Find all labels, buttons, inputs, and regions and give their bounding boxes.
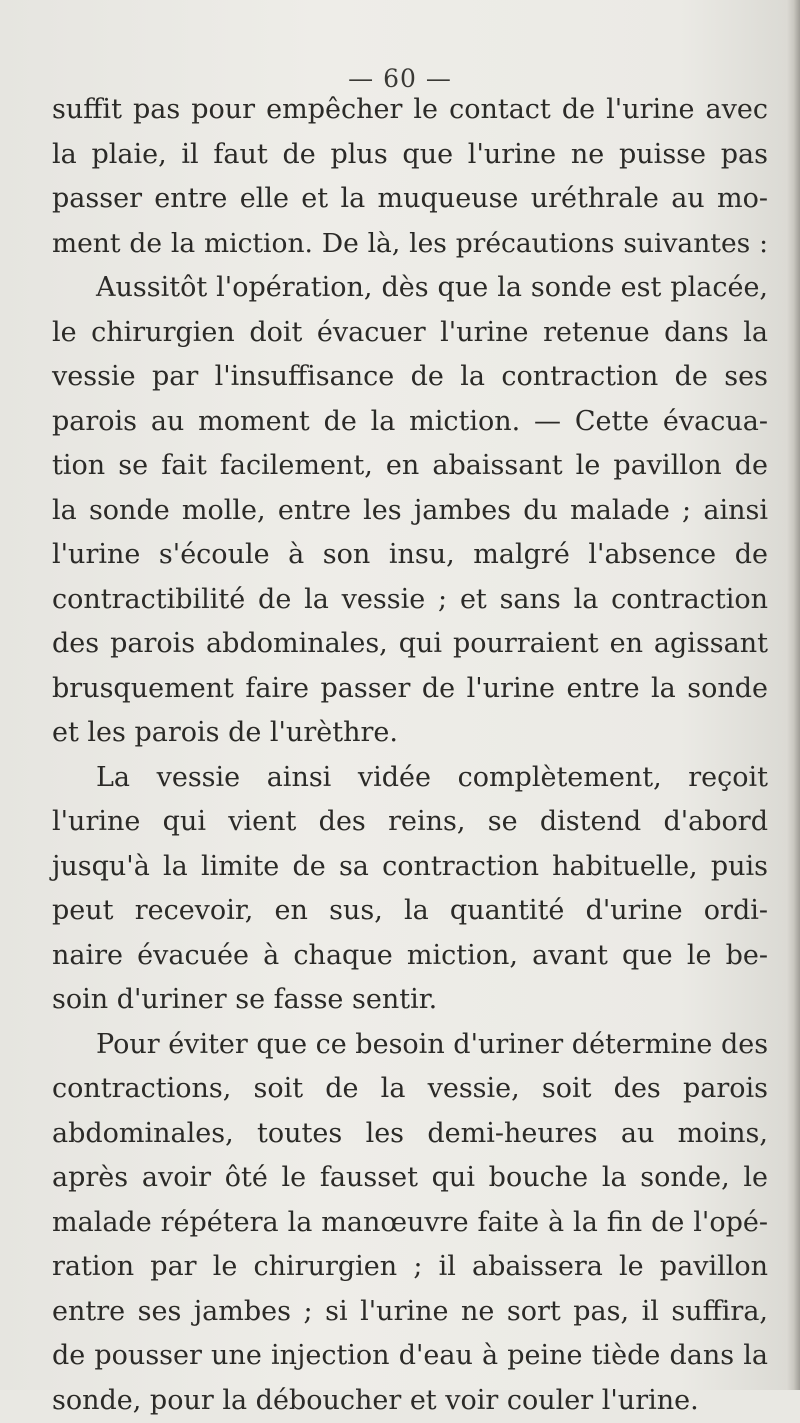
text-line: La vessie ainsi vidée complètement, reçoit [52, 756, 768, 801]
body-text [52, 88, 768, 1423]
text-line: entre ses jambes ; si l'urine ne sort pas, il suffira, [52, 1290, 768, 1335]
text-line: ment de la miction. De là, les précautions suivantes : [52, 222, 768, 267]
text-line: la plaie, il faut de plus que l'urine ne puisse pas [52, 133, 768, 178]
page-gutter-edge [786, 0, 800, 1390]
text-line: contractibilité de la vessie ; et sans la contraction [52, 578, 768, 623]
text-line: l'urine s'écoule à son insu, malgré l'absence de [52, 533, 768, 578]
text-line: le chirurgien doit évacuer l'urine retenue dans la [52, 311, 768, 356]
text-line: soin d'uriner se fasse sentir. [52, 978, 768, 1023]
text-line: ration par le chirurgien ; il abaissera le pavillon [52, 1245, 768, 1290]
text-line: passer entre elle et la muqueuse uréthrale au mo- [52, 177, 768, 222]
text-line: la sonde molle, entre les jambes du malade ; ainsi [52, 489, 768, 534]
text-line: peut recevoir, en sus, la quantité d'urine ordi- [52, 889, 768, 934]
text-line: contractions, soit de la vessie, soit des parois [52, 1067, 768, 1112]
text-line: tion se fait facilement, en abaissant le pavillon de [52, 444, 768, 489]
text-line: malade répétera la manœuvre faite à la fin de l'opé- [52, 1201, 768, 1246]
text-line: des parois abdominales, qui pourraient en agissant [52, 622, 768, 667]
text-line: jusqu'à la limite de sa contraction habituelle, puis [52, 845, 768, 890]
text-line: et les parois de l'urèthre. [52, 711, 768, 756]
text-line: sonde, pour la déboucher et voir couler l'urine. [52, 1379, 768, 1423]
text-line: brusquement faire passer de l'urine entre la sonde [52, 667, 768, 712]
text-line: Pour éviter que ce besoin d'uriner détermine des [52, 1023, 768, 1068]
text-line: Aussitôt l'opération, dès que la sonde est placée, [52, 266, 768, 311]
text-line: l'urine qui vient des reins, se distend d'abord [52, 800, 768, 845]
page-number: — 60 — [0, 64, 800, 93]
text-line: abdominales, toutes les demi-heures au moins, [52, 1112, 768, 1157]
text-line: parois au moment de la miction. — Cette évacua- [52, 400, 768, 445]
text-line: naire évacuée à chaque miction, avant que le be- [52, 934, 768, 979]
text-line: suffit pas pour empêcher le contact de l'urine avec [52, 88, 768, 133]
text-line: vessie par l'insuffisance de la contraction de ses [52, 355, 768, 400]
text-line: après avoir ôté le fausset qui bouche la sonde, le [52, 1156, 768, 1201]
text-line: de pousser une injection d'eau à peine tiède dans la [52, 1334, 768, 1379]
